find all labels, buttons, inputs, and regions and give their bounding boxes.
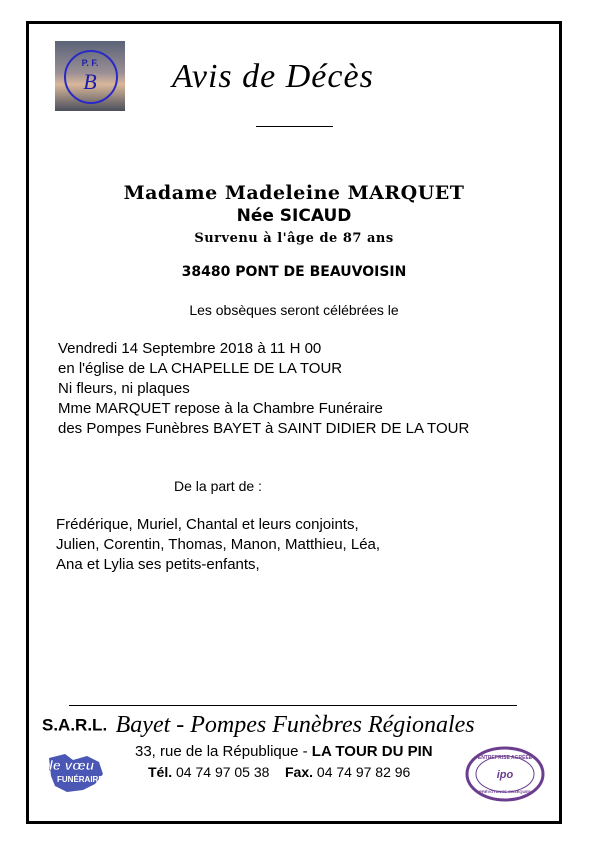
funeral-intro: Les obsèques seront célébrées le [189, 302, 399, 318]
funeral-line: des Pompes Funèbres BAYET à SAINT DIDIER DE LA TOUR [58, 420, 470, 437]
funeraire-text: FUNÉRAIRE [57, 775, 104, 784]
age-line: Survenu à l'âge de 87 ans [194, 231, 394, 246]
birth-name: Née SICAUD [236, 206, 352, 226]
company-type: S.A.R.L. [42, 715, 108, 735]
deceased-city: 38480 PONT DE BEAUVOISIN [181, 264, 407, 280]
tel-label: Tél. [148, 764, 173, 780]
funeral-details [58, 339, 469, 439]
title-underline [256, 126, 333, 127]
family-line: Frédérique, Muriel, Chantal et leurs conjoints, [56, 516, 359, 533]
logo-letter: B [83, 69, 97, 94]
family-intro: De la part de : [174, 478, 262, 494]
entreprise-agreee-badge [464, 745, 546, 803]
badge-bottom-text: PRÉVOYANCE OBSÈQUES [479, 789, 531, 794]
family-line: Ana et Lylia ses petits-enfants, [56, 556, 260, 573]
tel-value: 04 74 97 05 38 [172, 764, 270, 780]
funeral-line: Ni fleurs, ni plaques [58, 380, 190, 397]
address-city: LA TOUR DU PIN [311, 743, 433, 760]
pf-logo [55, 41, 125, 111]
funeral-line: Vendredi 14 Septembre 2018 à 11 H 00 [58, 340, 322, 357]
badge-center-text: ipo [496, 769, 514, 781]
family-line: Julien, Corentin, Thomas, Manon, Matthieu, Léa, [56, 536, 381, 553]
page-title: Avis de Décès [172, 58, 374, 95]
le-voeu-text: le vœu [49, 757, 95, 773]
company-name: Bayet - Pompes Funèbres Régionales [115, 712, 475, 738]
family-list [56, 515, 380, 575]
company-address [135, 743, 433, 760]
deceased-name: Madame Madeleine MARQUET [123, 182, 465, 204]
badge-top-text: ENTREPRISE AGRÉÉE [477, 755, 533, 761]
address-street: 33, rue de la République - [135, 743, 312, 760]
logo-text-top: P. F. [81, 58, 99, 68]
company-phones [148, 764, 410, 780]
le-voeu-funeraire-logo [43, 748, 125, 796]
footer-rule [69, 705, 517, 706]
company-line [42, 712, 475, 739]
funeral-line: Mme MARQUET repose à la Chambre Funéraire [58, 400, 383, 417]
funeral-line: en l'église de LA CHAPELLE DE LA TOUR [58, 360, 343, 377]
fax-value: 04 74 97 82 96 [313, 764, 411, 780]
fax-label: Fax. [285, 764, 314, 780]
